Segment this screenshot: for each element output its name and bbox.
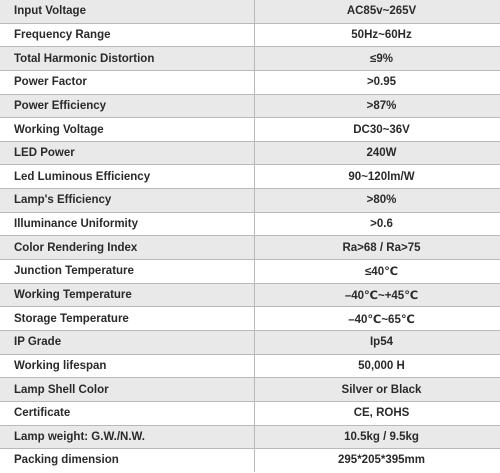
parameter-name: Certificate — [0, 401, 255, 425]
table-row — [0, 47, 500, 71]
parameter-name: IP Grade — [0, 330, 255, 354]
parameter-value: >0.6 — [255, 212, 500, 236]
parameter-name: LED Power — [0, 141, 255, 165]
parameter-value: 10.5kg / 9.5kg — [255, 425, 500, 449]
parameter-value: –40℃~65℃ — [255, 307, 500, 331]
parameter-name: Lamp weight: G.W./N.W. — [0, 425, 255, 449]
parameter-name: Frequency Range — [0, 23, 255, 47]
parameter-value: Silver or Black — [255, 378, 500, 402]
parameter-value: CE, ROHS — [255, 401, 500, 425]
parameter-value: 295*205*395mm — [255, 449, 500, 472]
table-row — [0, 378, 500, 402]
table-row — [0, 0, 500, 23]
parameter-name: Color Rendering Index — [0, 236, 255, 260]
parameter-value: ≤9% — [255, 47, 500, 71]
table-row — [0, 449, 500, 472]
parameter-value: AC85v~265V — [255, 0, 500, 23]
parameter-value: DC30~36V — [255, 118, 500, 142]
table-row — [0, 70, 500, 94]
table-row — [0, 189, 500, 213]
parameter-value: >87% — [255, 94, 500, 118]
parameter-name: Total Harmonic Distortion — [0, 47, 255, 71]
table-row — [0, 212, 500, 236]
parameter-name: Power Factor — [0, 70, 255, 94]
parameter-value: 50Hz~60Hz — [255, 23, 500, 47]
parameter-value: 90~120lm/W — [255, 165, 500, 189]
parameter-value: Ra>68 / Ra>75 — [255, 236, 500, 260]
table-row — [0, 118, 500, 142]
table-row — [0, 283, 500, 307]
parameter-value: >0.95 — [255, 70, 500, 94]
parameter-name: Working Voltage — [0, 118, 255, 142]
parameter-name: Input Voltage — [0, 0, 255, 23]
table-row — [0, 425, 500, 449]
table-row — [0, 307, 500, 331]
parameter-name: Working lifespan — [0, 354, 255, 378]
parameter-value: >80% — [255, 189, 500, 213]
table-row — [0, 236, 500, 260]
parameter-value: 240W — [255, 141, 500, 165]
parameter-name: Lamp Shell Color — [0, 378, 255, 402]
parameter-name: Power Efficiency — [0, 94, 255, 118]
parameter-name: Working Temperature — [0, 283, 255, 307]
parameter-name: Illuminance Uniformity — [0, 212, 255, 236]
table-row — [0, 330, 500, 354]
parameter-name: Packing dimension — [0, 449, 255, 472]
table-row — [0, 94, 500, 118]
table-row — [0, 23, 500, 47]
parameter-name: Storage Temperature — [0, 307, 255, 331]
parameter-value: Ip54 — [255, 330, 500, 354]
parameter-name: Junction Temperature — [0, 260, 255, 284]
table-row — [0, 165, 500, 189]
parameter-name: Lamp's Efficiency — [0, 189, 255, 213]
parameter-value: ≤40℃ — [255, 260, 500, 284]
parameter-name: Led Luminous Efficiency — [0, 165, 255, 189]
table-row — [0, 354, 500, 378]
parameter-value: –40℃~+45℃ — [255, 283, 500, 307]
parameter-value: 50,000 H — [255, 354, 500, 378]
table-row — [0, 141, 500, 165]
table-row — [0, 260, 500, 284]
table-row — [0, 401, 500, 425]
